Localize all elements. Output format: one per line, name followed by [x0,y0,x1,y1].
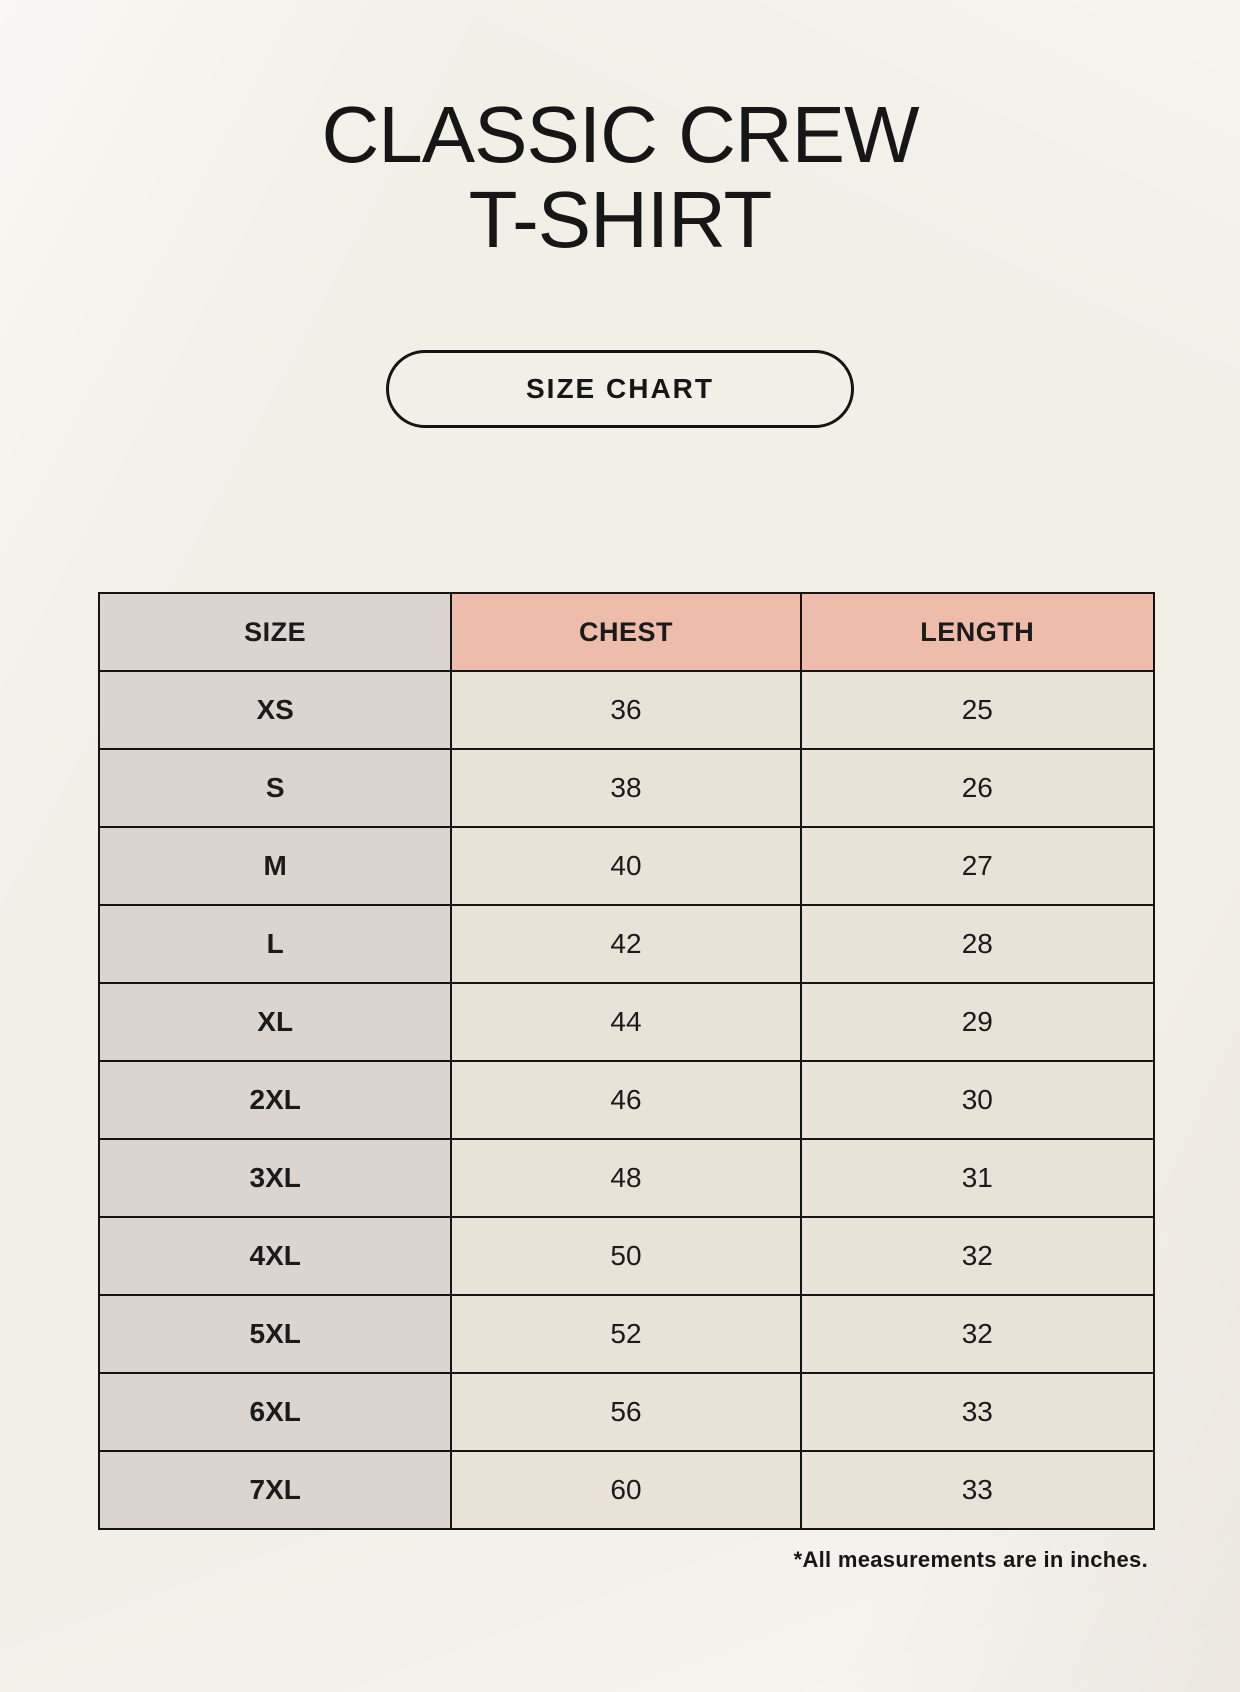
chest-cell: 50 [451,1217,800,1295]
size-cell: 3XL [99,1139,451,1217]
size-cell: XL [99,983,451,1061]
size-cell: M [99,827,451,905]
length-cell: 26 [801,749,1154,827]
size-chart-table [98,592,1155,1530]
length-cell: 28 [801,905,1154,983]
table-row [99,749,1154,827]
title-line-1: CLASSIC CREW [321,90,919,179]
title-line-2: T-SHIRT [468,175,772,264]
size-cell: 4XL [99,1217,451,1295]
chest-cell: 56 [451,1373,800,1451]
size-cell: 2XL [99,1061,451,1139]
table-row [99,983,1154,1061]
table-row [99,1451,1154,1529]
table-row [99,1061,1154,1139]
size-cell: S [99,749,451,827]
page-title [0,92,1240,262]
chest-cell: 46 [451,1061,800,1139]
table-row [99,905,1154,983]
chest-cell: 52 [451,1295,800,1373]
size-cell: 6XL [99,1373,451,1451]
chest-cell: 42 [451,905,800,983]
size-cell: 7XL [99,1451,451,1529]
size-table-body [99,671,1154,1529]
measurements-footnote: *All measurements are in inches. [793,1547,1148,1572]
chest-cell: 36 [451,671,800,749]
length-cell: 29 [801,983,1154,1061]
column-header-length: LENGTH [801,593,1154,671]
size-cell: L [99,905,451,983]
size-chart-badge-label: SIZE CHART [526,373,714,404]
column-header-chest: CHEST [451,593,800,671]
table-row [99,1217,1154,1295]
length-cell: 25 [801,671,1154,749]
table-row [99,827,1154,905]
chest-cell: 60 [451,1451,800,1529]
table-row [99,1373,1154,1451]
size-cell: 5XL [99,1295,451,1373]
chest-cell: 48 [451,1139,800,1217]
chest-cell: 44 [451,983,800,1061]
size-chart-badge [386,350,854,428]
length-cell: 33 [801,1451,1154,1529]
table-row [99,1139,1154,1217]
chest-cell: 38 [451,749,800,827]
length-cell: 30 [801,1061,1154,1139]
length-cell: 33 [801,1373,1154,1451]
table-row [99,1295,1154,1373]
column-header-size: SIZE [99,593,451,671]
length-cell: 32 [801,1217,1154,1295]
table-row [99,671,1154,749]
table-header-row [99,593,1154,671]
page-background [0,92,1240,1692]
length-cell: 31 [801,1139,1154,1217]
size-cell: XS [99,671,451,749]
length-cell: 32 [801,1295,1154,1373]
length-cell: 27 [801,827,1154,905]
chest-cell: 40 [451,827,800,905]
